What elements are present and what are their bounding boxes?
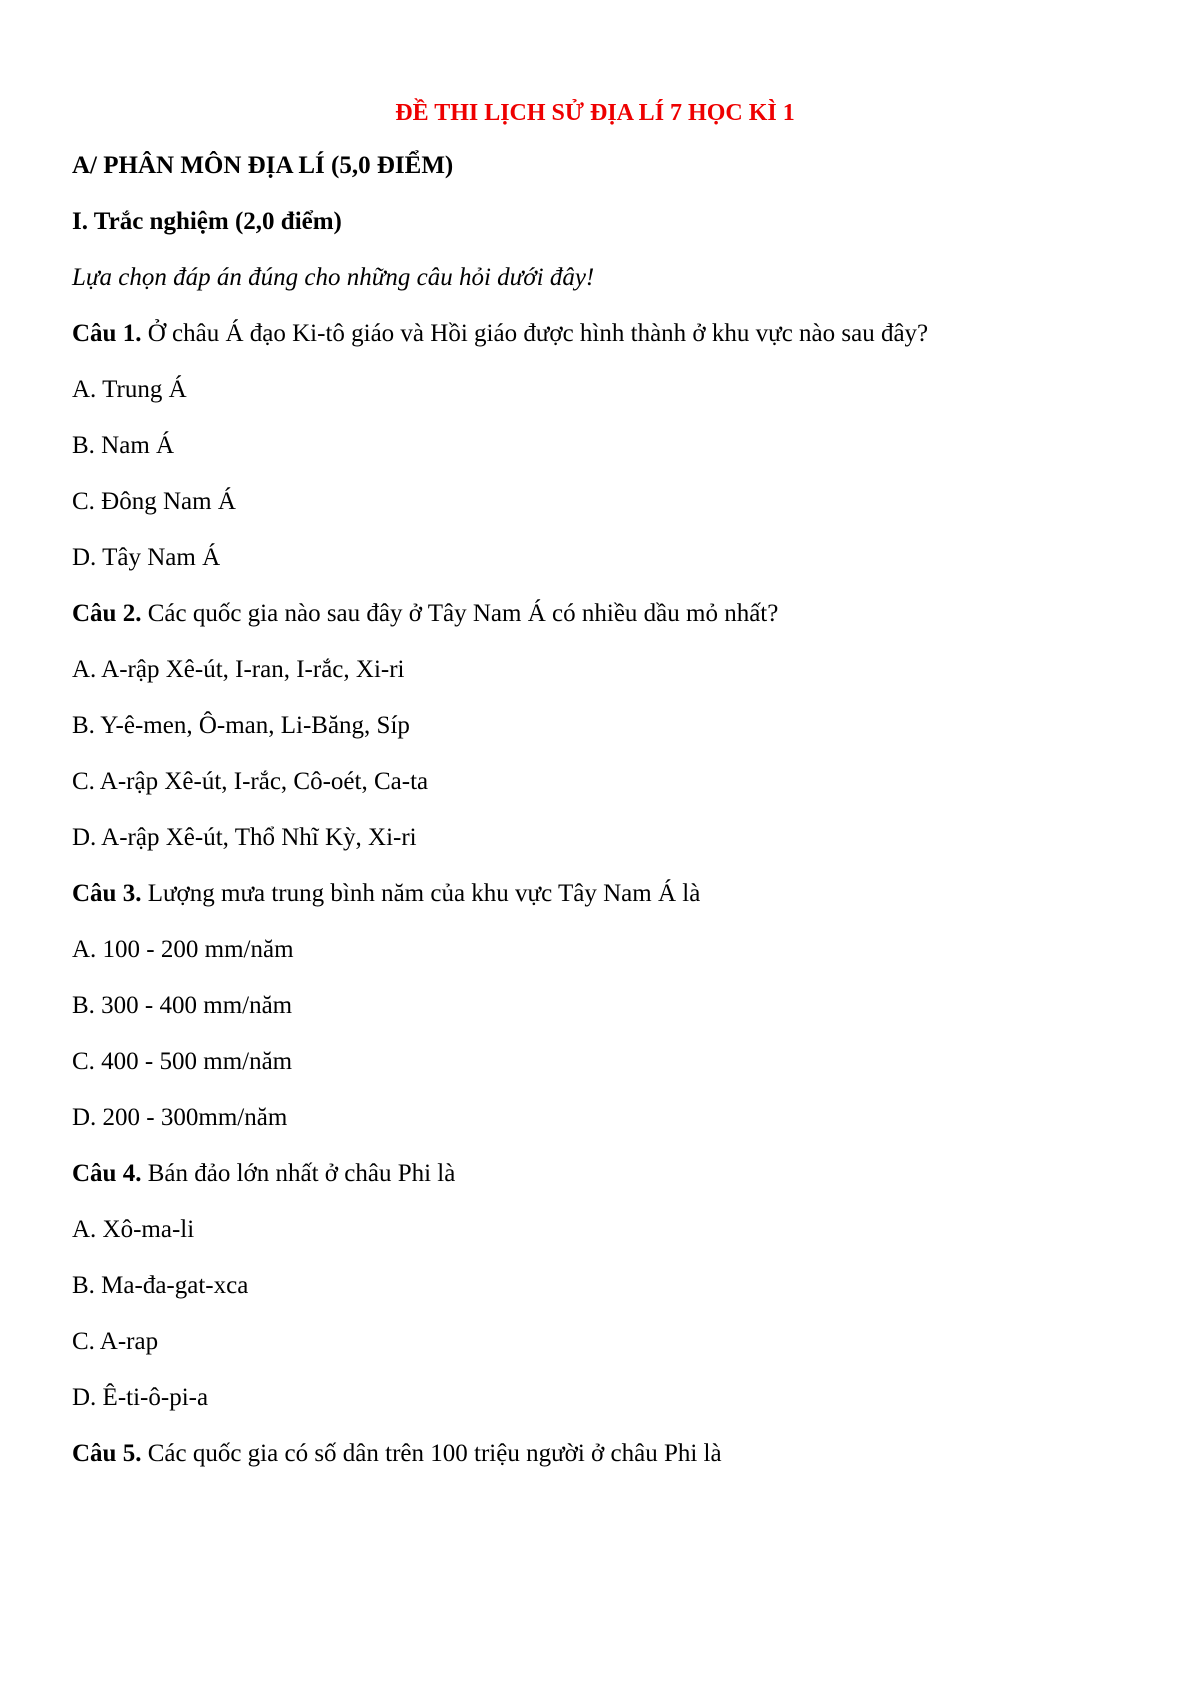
question-2-option-a: A. A-rập Xê-út, I-ran, I-rắc, Xi-ri (72, 656, 405, 683)
question-1 (72, 318, 928, 350)
question-label: Câu 3. (72, 880, 142, 907)
question-4-option-a: A. Xô-ma-li (72, 1216, 195, 1243)
question-text: Bán đảo lớn nhất ở châu Phi là (141, 1160, 456, 1187)
question-3-option-c: C. 400 - 500 mm/năm (72, 1048, 293, 1075)
exam-title: ĐỀ THI LỊCH SỬ ĐỊA LÍ 7 HỌC KÌ 1 (395, 100, 795, 126)
question-3 (72, 878, 700, 910)
question-2-option-b: B. Y-ê-men, Ô-man, Li-Băng, Síp (72, 712, 410, 739)
question-label: Câu 5. (72, 1440, 142, 1467)
question-2-option-c: C. A-rập Xê-út, I-rắc, Cô-oét, Ca-ta (72, 768, 429, 795)
section-heading: A/ PHÂN MÔN ĐỊA LÍ (5,0 ĐIỂM) (72, 152, 454, 179)
question-1-option-d: D. Tây Nam Á (72, 544, 221, 571)
question-text: Ở châu Á đạo Ki-tô giáo và Hồi giáo được hình thành ở khu vực nào sau đây? (141, 320, 929, 347)
question-1-option-a: A. Trung Á (72, 376, 187, 403)
question-1-option-c: C. Đông Nam Á (72, 488, 236, 515)
question-text: Lượng mưa trung bình năm của khu vực Tây Nam Á là (141, 880, 701, 907)
question-label: Câu 4. (72, 1160, 142, 1187)
question-text: Các quốc gia có số dân trên 100 triệu người ở châu Phi là (141, 1440, 722, 1467)
question-text: Các quốc gia nào sau đây ở Tây Nam Á có nhiều dầu mỏ nhất? (141, 600, 779, 627)
question-3-option-b: B. 300 - 400 mm/năm (72, 992, 293, 1019)
question-2-option-d: D. A-rập Xê-út, Thổ Nhĩ Kỳ, Xi-ri (72, 824, 417, 851)
question-2 (72, 598, 778, 630)
instruction-text: Lựa chọn đáp án đúng cho những câu hỏi dưới đây! (72, 264, 595, 291)
question-label: Câu 1. (72, 320, 142, 347)
question-3-option-a: A. 100 - 200 mm/năm (72, 936, 294, 963)
question-1-option-b: B. Nam Á (72, 432, 175, 459)
question-label: Câu 2. (72, 600, 142, 627)
subsection-heading: I. Trắc nghiệm (2,0 điểm) (72, 208, 342, 235)
question-4-option-d: D. Ê-ti-ô-pi-a (72, 1384, 209, 1411)
question-4-option-c: C. A-rap (72, 1328, 159, 1355)
question-5 (72, 1438, 722, 1470)
question-4 (72, 1158, 455, 1190)
question-3-option-d: D. 200 - 300mm/năm (72, 1104, 288, 1131)
question-4-option-b: B. Ma-đa-gat-xca (72, 1272, 249, 1299)
